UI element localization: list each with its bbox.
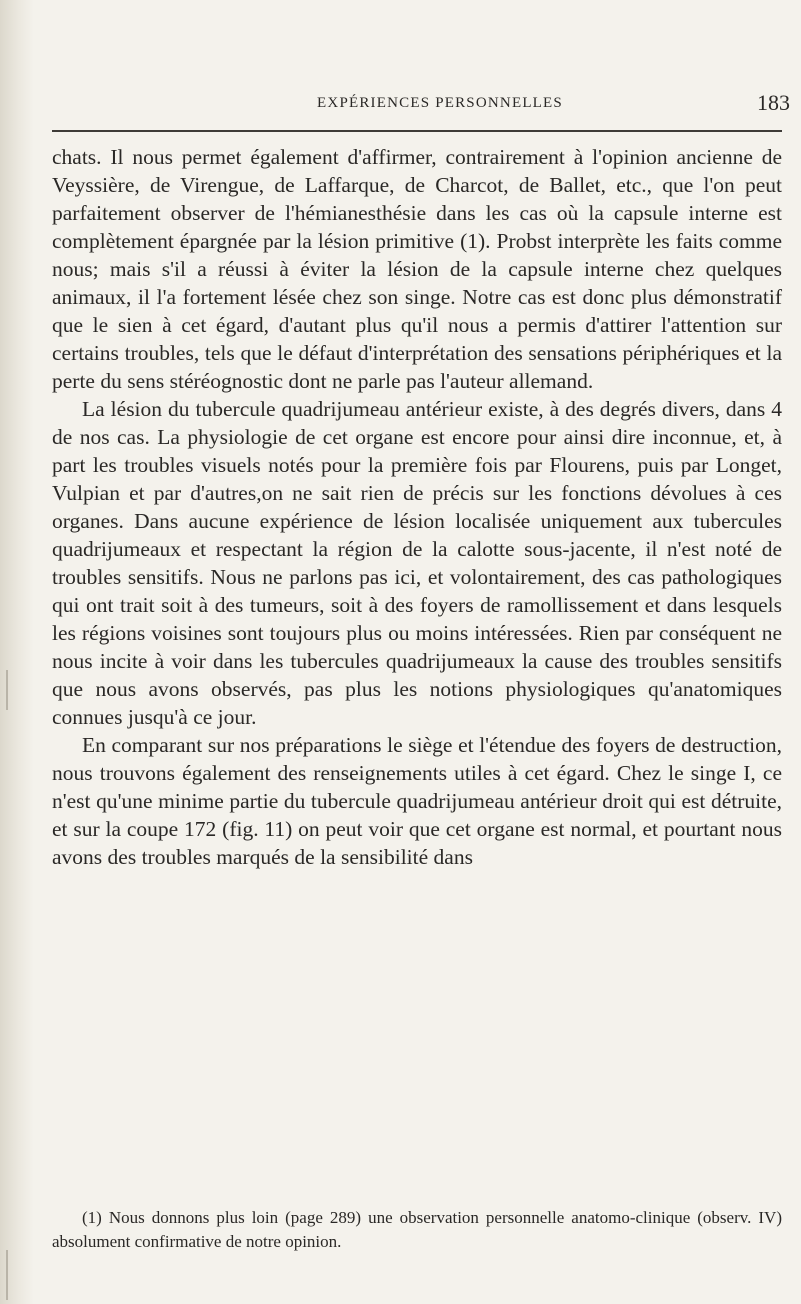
page-header (150, 90, 790, 126)
paragraph: La lésion du tubercule quadrijumeau antérieur existe, à des degrés divers, dans 4 de nos cas. La physiologie de cet organe est encore pour ainsi dire inconnue, et, à part les troubles visuels notés pour la première fois par Flourens, puis par Longet, Vulpian et par d'autres,on ne sait rien de précis sur les fonctions dévolues à ces organes. Dans aucune expérience de lésion localisée uniquement aux tubercules quadrijumeaux et respectant la région de la calotte sous-jacente, il n'est noté de troubles sensitifs. Nous ne parlons pas ici, et volontairement, des cas pathologiques qui ont trait soit à des tumeurs, soit à des foyers de ramollissement et dans lesquels les régions voisines sont toujours plus ou moins intéressées. Rien par conséquent ne nous incite à voir dans les tubercules quadrijumeaux la cause des troubles sensitifs que nous avons observés, pas plus les notions physiologiques qu'anatomiques connues jusqu'à ce jour. (52, 397, 782, 729)
paragraph: chats. Il nous permet également d'affirmer, contrairement à l'opinion ancienne de Veyssière, de Virengue, de Laffarque, de Charcot, de Ballet, etc., que l'on peut parfaitement observer de l'hémianesthésie dans les cas où la capsule interne est complètement épargnée par la lésion primitive (1). Probst interprète les faits comme nous; mais s'il a réussi à éviter la lésion de la capsule interne chez quelques animaux, il l'a fortement lésée chez son singe. Notre cas est donc plus démonstratif que le sien à cet égard, d'autant plus qu'il nous a permis d'attirer l'attention sur certains troubles, tels que le défaut d'interprétation des sensations périphériques et la perte du sens stéréognostic dont ne parle pas l'auteur allemand. (52, 145, 782, 393)
page-number: 183 (757, 90, 790, 115)
gutter-mark (6, 670, 8, 710)
main-text (52, 143, 782, 871)
gutter-mark (6, 1250, 8, 1300)
header-rule (52, 130, 782, 132)
paragraph: En comparant sur nos préparations le siège et l'étendue des foyers de destruction, nous trouvons également des renseignements utiles à cet égard. Chez le singe I, ce n'est qu'une minime partie du tubercule quadrijumeau antérieur droit qui est détruite, et sur la coupe 172 (fig. 11) on peut voir que cet organe est normal, et pourtant nous avons des troubles marqués de la sensibilité dans (52, 733, 782, 869)
footnote: (1) Nous donnons plus loin (page 289) une observation personnelle anatomo-clinique (observ. IV) absolument confirmative de notre opinion. (52, 1208, 782, 1251)
page-gutter-edge (0, 0, 34, 1304)
running-head: EXPÉRIENCES PERSONNELLES (317, 95, 563, 111)
